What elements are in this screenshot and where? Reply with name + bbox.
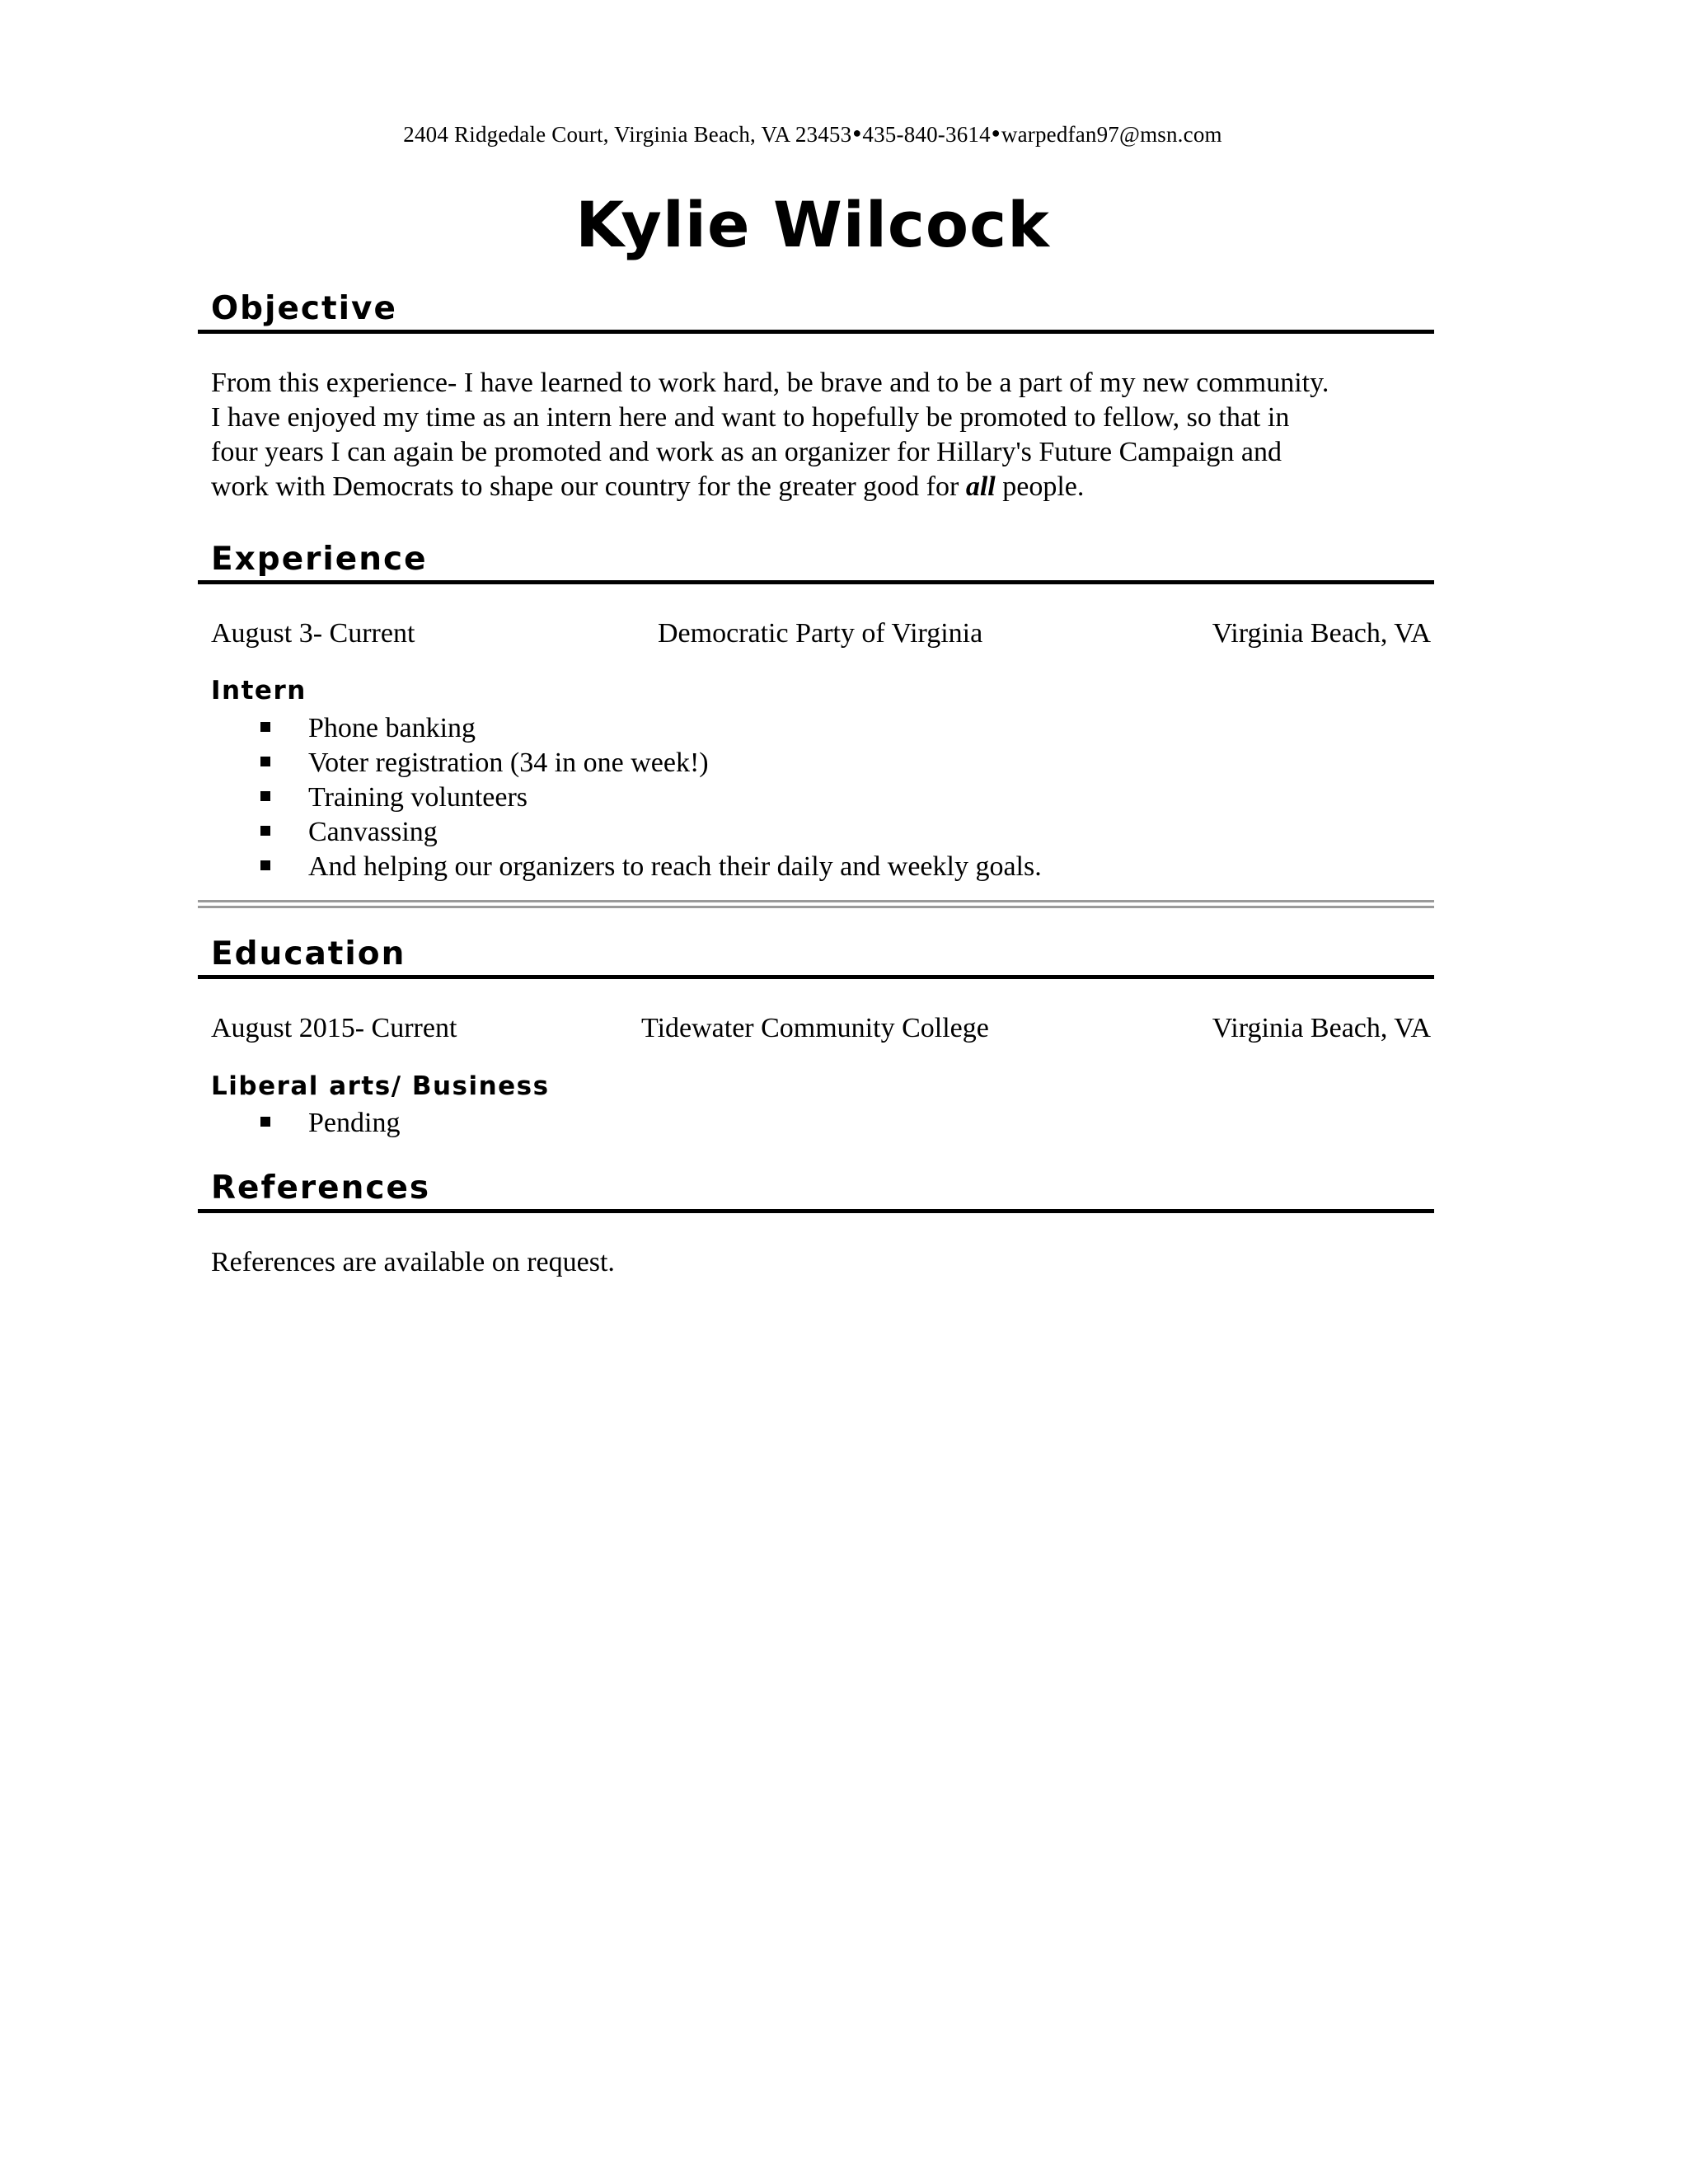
bullet-text: Training volunteers — [308, 782, 528, 813]
bullet-text: Canvassing — [308, 817, 438, 847]
square-bullet-icon — [260, 826, 270, 836]
square-bullet-icon — [260, 1117, 270, 1127]
objective-emphasis: all — [965, 471, 996, 502]
objective-last-end: people. — [995, 471, 1085, 502]
education-date: August 2015- Current — [211, 1013, 457, 1043]
bullet-text: Phone banking — [308, 713, 476, 743]
references-rule — [198, 1209, 1434, 1213]
education-heading: Education — [211, 935, 406, 972]
list-item — [260, 746, 1042, 780]
education-school: Tidewater Community College — [641, 1013, 989, 1043]
objective-heading: Objective — [211, 290, 397, 327]
list-item — [260, 850, 1042, 884]
objective-line: I have enjoyed my time as an intern here and want to hopefully be promoted to fellow, so that in — [211, 402, 1290, 433]
education-rule — [198, 975, 1434, 979]
bullet-text: Pending — [308, 1108, 401, 1138]
experience-entry-row — [211, 618, 1431, 654]
bullet-text: Voter registration (34 in one week!) — [308, 748, 709, 778]
list-item — [260, 1106, 400, 1141]
separator-dot-icon: ● — [991, 124, 1001, 141]
experience-organization: Democratic Party of Virginia — [658, 618, 983, 649]
experience-date: August 3- Current — [211, 618, 415, 649]
square-bullet-icon — [260, 860, 270, 870]
education-location: Virginia Beach, VA — [1212, 1013, 1431, 1043]
objective-text — [211, 366, 1431, 504]
bullet-text: And helping our organizers to reach their daily and weekly goals. — [308, 851, 1042, 882]
objective-line: four years I can again be promoted and work as an organizer for Hillary's Future Campaign and — [211, 437, 1282, 467]
contact-address: 2404 Ridgedale Court, Virginia Beach, VA 23453 — [403, 122, 852, 147]
separator-dot-icon: ● — [852, 124, 862, 141]
contact-phone: 435-840-3614 — [862, 122, 991, 147]
experience-rule — [198, 580, 1434, 584]
section-divider — [198, 900, 1434, 908]
list-item — [260, 711, 1042, 746]
contact-line — [0, 122, 1657, 148]
list-item — [260, 780, 1042, 815]
education-bullet-list — [260, 1106, 400, 1141]
list-item — [260, 815, 1042, 850]
references-heading: References — [211, 1169, 431, 1207]
square-bullet-icon — [260, 757, 270, 766]
square-bullet-icon — [260, 722, 270, 732]
experience-bullet-list — [260, 711, 1042, 884]
experience-heading: Experience — [211, 541, 428, 578]
objective-line-last — [211, 470, 1431, 504]
experience-role: Intern — [211, 676, 307, 705]
objective-line: From this experience- I have learned to work hard, be brave and to be a part of my new community. — [211, 368, 1329, 398]
objective-rule — [198, 330, 1434, 334]
contact-email: warpedfan97@msn.com — [1001, 122, 1222, 147]
education-program: Liberal arts/ Business — [211, 1071, 550, 1101]
education-entry-row — [211, 1013, 1431, 1049]
experience-location: Virginia Beach, VA — [1212, 618, 1431, 649]
square-bullet-icon — [260, 791, 270, 801]
candidate-name: Kylie Wilcock — [575, 188, 1050, 261]
references-text: References are available on request. — [211, 1247, 615, 1277]
objective-last-start: work with Democrats to shape our country for the greater good for — [211, 471, 966, 502]
